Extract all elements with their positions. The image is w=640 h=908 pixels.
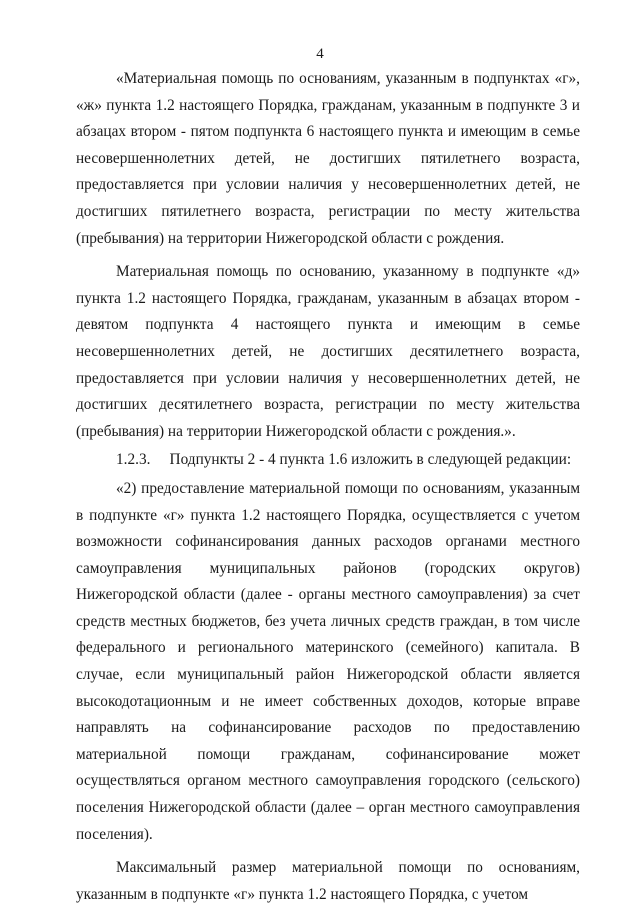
paragraph-subpoint-2: «2) предоставление материальной помощи по основаниям, указанным в подпункте «г» пункта 1.2 настоящего Порядка, осуществляется с учетом возможности софинансирования данных расходов органами местного самоуправления муниципальных районов (городских округов) Нижегородской области (далее - органы местного самоуправления) за счет средств местных бюджетов, без учета личных средств граждан, в том числе федерального и регионального материнского (семейного) капитала. В случае, если муниципальный район Нижегородской области является высокодотационным и не имеет собственных доходов, которые вправе направлять на софинансирование расходов по предоставлению материальной помощи гражданам, софинансирование может осуществляться органом местного самоуправления городского (сельского) поселения Нижегородской области (далее – орган местного самоуправления поселения). bbox=[76, 479, 580, 843]
paragraph-max-amount: Максимальный размер материальной помощи по основаниям, указанным в подпункте «г» пункта 1.2 настоящего Порядка, с учетом bbox=[76, 859, 580, 903]
paragraph-clause-1-2-3: 1.2.3. Подпункты 2 - 4 пункта 1.6 изложить в следующей редакции: bbox=[116, 451, 572, 469]
page-number: 4 bbox=[316, 46, 324, 62]
paragraph-material-aid-d: Материальная помощь по основанию, указанному в подпункте «д» пункта 1.2 настоящего Порядка, гражданам, указанным в абзацах втором - девятом подпункта 4 настоящего пункта и имеющим в семье несовершеннолетних детей, не достигших десятилетнего возраста, предоставляется при условии наличия у несовершеннолетних детей, не достигших десятилетнего возраста, регистрации по месту жительства (пребывания) на территории Нижегородской области с рождения.». bbox=[76, 263, 580, 440]
document-body bbox=[76, 66, 580, 908]
paragraph-material-aid-g-zh: «Материальная помощь по основаниям, указанным в подпунктах «г», «ж» пункта 1.2 настоящего Порядка, гражданам, указанным в подпункте 3 и абзацах втором - пятом подпункта 6 настоящего пункта и имеющим в семье несовершеннолетних детей, не достигших пятилетнего возраста, предоставляется при условии наличия у несовершеннолетних детей, не достигших пятилетнего возраста, регистрации по месту жительства (пребывания) на территории Нижегородской области с рождения. bbox=[76, 70, 580, 247]
